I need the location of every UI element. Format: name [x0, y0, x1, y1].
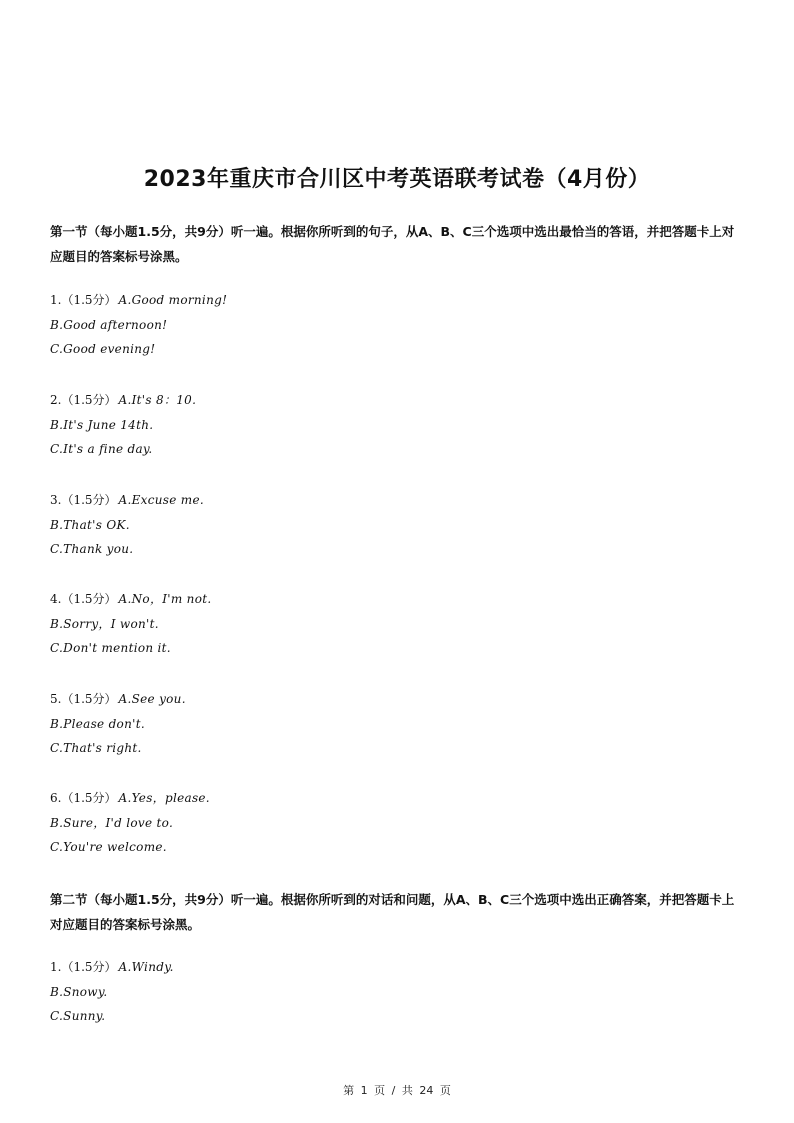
question-stem — [50, 587, 744, 612]
option-c: C.Good evening! — [50, 342, 156, 356]
option-c: C.It's a fine day. — [50, 442, 153, 456]
question-stem — [50, 955, 744, 980]
question-stem — [50, 388, 744, 413]
option-a: A.No，I'm not. — [118, 592, 212, 606]
option-b: B.That's OK. — [50, 517, 130, 532]
section-2-heading: 第二节（每小题1.5分，共9分）听一遍。根据你所听到的对话和问题，从A、B、C三个选项中选出正确答案，并把答题卡上对应题目的答案标号涂黑。 — [50, 892, 735, 932]
question-number: 4. — [50, 592, 62, 606]
question-stem — [50, 687, 744, 712]
page-footer: 第 1 页 / 共 24 页 — [343, 1084, 451, 1097]
section-2-question-1 — [50, 955, 744, 1029]
option-b: B.Good afternoon! — [50, 317, 168, 332]
question-score: （1.5分） — [61, 393, 117, 407]
option-a: A.Windy. — [118, 960, 174, 974]
section-1-heading: 第一节（每小题1.5分，共9分）听一遍。根据你所听到的句子，从A、B、C三个选项中选出最恰当的答语，并把答题卡上对应题目的答案标号涂黑。 — [50, 224, 735, 264]
option-c: C.Sunny. — [50, 1009, 106, 1023]
option-c: C.Thank you. — [50, 542, 134, 556]
option-c: C.You're welcome. — [50, 840, 167, 854]
question-score: （1.5分） — [61, 592, 117, 606]
question-score: （1.5分） — [61, 960, 117, 974]
section-1-question-3 — [50, 488, 744, 562]
section-1-question-4 — [50, 587, 744, 661]
page-title: 2023年重庆市合川区中考英语联考试卷（4月份） — [143, 167, 651, 192]
question-score: （1.5分） — [61, 293, 117, 307]
question-number: 5. — [50, 692, 62, 706]
option-b: B.It's June 14th. — [50, 417, 154, 432]
option-b: B.Sure，I'd love to. — [50, 815, 174, 830]
option-a: A.It's 8：10. — [118, 393, 197, 407]
question-number: 1. — [50, 960, 62, 974]
question-score: （1.5分） — [61, 692, 117, 706]
option-c: C.That's right. — [50, 741, 142, 755]
option-b: B.Snowy. — [50, 984, 108, 999]
question-number: 6. — [50, 791, 62, 805]
question-number: 3. — [50, 493, 62, 507]
question-stem — [50, 288, 744, 313]
question-number: 1. — [50, 293, 62, 307]
option-a: A.Excuse me. — [118, 493, 204, 507]
option-b: B.Please don't. — [50, 716, 145, 731]
option-b: B.Sorry，I won't. — [50, 616, 159, 631]
question-stem — [50, 488, 744, 513]
question-score: （1.5分） — [61, 493, 117, 507]
option-c: C.Don't mention it. — [50, 641, 171, 655]
question-stem — [50, 786, 744, 811]
option-a: A.See you. — [118, 692, 186, 706]
question-number: 2. — [50, 393, 62, 407]
section-1-question-5 — [50, 687, 744, 761]
section-1-question-2 — [50, 388, 744, 462]
option-a: A.Yes，please. — [118, 791, 210, 805]
section-1-question-6 — [50, 786, 744, 860]
section-1-question-1 — [50, 288, 744, 362]
question-score: （1.5分） — [61, 791, 117, 805]
option-a: A.Good morning! — [118, 293, 228, 307]
